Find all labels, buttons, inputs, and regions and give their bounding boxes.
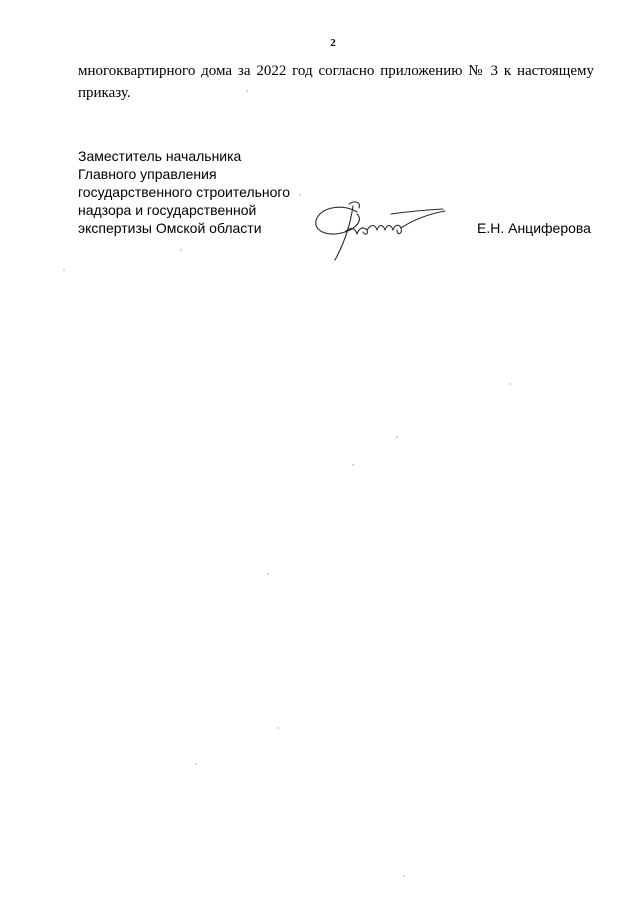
signatory-title-line: Заместитель начальника <box>78 148 242 164</box>
body-paragraph: многоквартирного дома за 2022 год согласно приложению № 3 к настоящему приказу. <box>78 63 594 101</box>
page-number: 2 <box>330 37 336 49</box>
signatory-title-line: надзора и государственной <box>78 202 257 218</box>
signatory-title-line: государственного строительного <box>78 184 291 200</box>
signatory-title-line: экспертизы Омской области <box>78 220 262 236</box>
signatory-name: Е.Н. Анциферова <box>477 220 591 236</box>
signatory-title-line: Главного управления <box>78 166 217 182</box>
